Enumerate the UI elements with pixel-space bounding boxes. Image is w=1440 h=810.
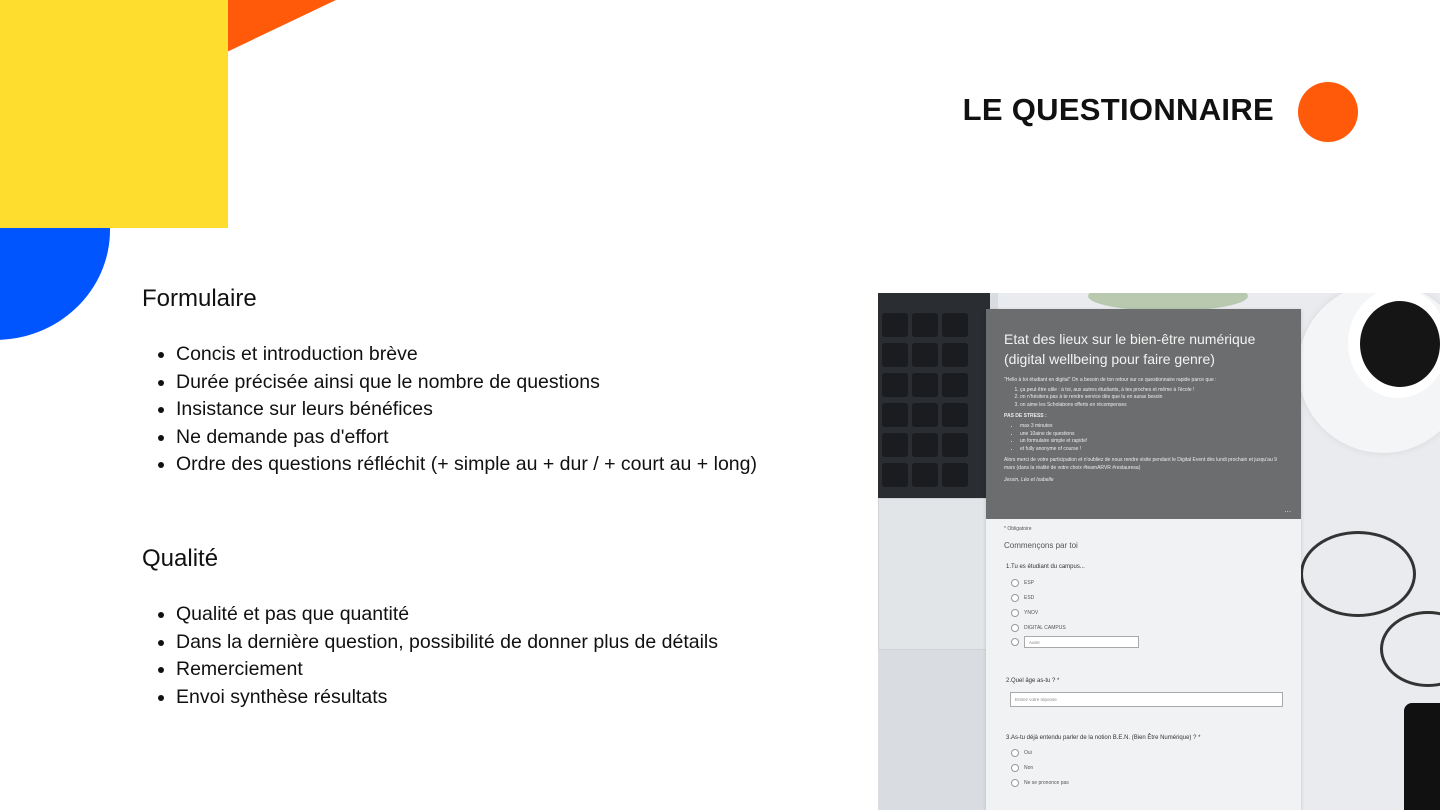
radio-icon bbox=[1011, 594, 1019, 602]
form-signature: Jessin, Léo et Isabelle bbox=[1004, 476, 1054, 483]
radio-icon bbox=[1011, 609, 1019, 617]
form-title: Etat des lieux sur le bien-être numérique (digital wellbeing pour faire genre) bbox=[1004, 331, 1256, 367]
option-label: Oui bbox=[1024, 750, 1032, 756]
laptop-illustration bbox=[878, 293, 998, 810]
title-orange-dot bbox=[1298, 82, 1358, 142]
option-label: DIGITAL CAMPUS bbox=[1024, 625, 1066, 631]
question-2-label: 2.Quel âge as-tu ? * bbox=[1006, 678, 1060, 684]
radio-icon bbox=[1011, 779, 1019, 787]
form-intro bbox=[1004, 377, 1289, 486]
option-label: Ne se prononce pas bbox=[1024, 780, 1069, 786]
q2-answer-input[interactable]: Entrez votre réponse bbox=[1010, 692, 1283, 707]
keyboard-illustration bbox=[878, 293, 990, 513]
coffee-illustration bbox=[1360, 301, 1440, 387]
q1-option-ynov[interactable] bbox=[1011, 609, 1038, 617]
survey-form bbox=[986, 309, 1301, 810]
list-item: • Envoi synthèse résultats bbox=[176, 684, 718, 712]
list-item: • Dans la dernière question, possibilité de donner plus de détails bbox=[176, 629, 718, 657]
radio-icon bbox=[1011, 638, 1019, 646]
section-label: Commençons par toi bbox=[1004, 541, 1078, 550]
section-heading-formulaire: Formulaire bbox=[142, 285, 257, 312]
slide-title: LE QUESTIONNAIRE bbox=[962, 92, 1274, 127]
phone-illustration bbox=[1404, 703, 1440, 810]
option-label: ESP bbox=[1024, 580, 1035, 586]
option-label: ESD bbox=[1024, 595, 1035, 601]
question-3-label: 3.As-tu déjà entendu parler de la notion B.E.N. (Bien Être Numérique) ? * bbox=[1006, 735, 1201, 741]
question-1-label: 1.Tu es étudiant du campus... bbox=[1006, 564, 1085, 570]
bullet-list-qualite bbox=[156, 601, 718, 711]
form-intro-line: "Hello à toi étudiant en digital" On a besoin de ton retour sur ce questionnaire rapide parce que : bbox=[1004, 377, 1217, 383]
list-item: • Concis et introduction brève bbox=[176, 341, 757, 369]
glasses-illustration bbox=[1380, 611, 1440, 687]
list-item: • Ordre des questions réfléchit (+ simple au + dur / + court au + long) bbox=[176, 451, 757, 479]
list-item: 3. on aime les Scholabons offerts en récompenses bbox=[1020, 402, 1289, 410]
option-label: Non bbox=[1024, 765, 1034, 771]
list-item: • Remerciement bbox=[176, 656, 718, 684]
more-options-icon[interactable]: ... bbox=[1284, 505, 1291, 514]
list-item: • une 10aine de questions bbox=[1020, 431, 1289, 439]
bullet-list-formulaire bbox=[156, 341, 757, 479]
q3-option-ne-se-prononce-pas[interactable] bbox=[1011, 779, 1069, 787]
q1-option-digital-campus[interactable] bbox=[1011, 624, 1066, 632]
section-heading-qualite: Qualité bbox=[142, 545, 219, 572]
form-thanks: Alors merci de votre participation et n'oubliez de nous rendre visite pendant le Digital Event dès lundi prochain et jusqu'au 9 mars (dans la réalité de votre choix #teamARVR #restauresa) bbox=[1004, 457, 1277, 471]
radio-icon bbox=[1011, 749, 1019, 757]
decorative-yellow-square bbox=[0, 0, 228, 228]
list-item: • Insistance sur leurs bénéfices bbox=[176, 396, 757, 424]
q1-option-esd[interactable] bbox=[1011, 594, 1034, 602]
list-item: • Qualité et pas que quantité bbox=[176, 601, 718, 629]
list-item: • max 3 minutes bbox=[1020, 423, 1289, 431]
q1-other-input[interactable]: Autre bbox=[1024, 636, 1139, 648]
list-item: • et fully anonyme of course ! bbox=[1020, 446, 1289, 454]
radio-icon bbox=[1011, 764, 1019, 772]
radio-icon bbox=[1011, 624, 1019, 632]
list-item: 1. ça peut être utile : à toi, aux autres étudiants, à tes proches et même à l'école ! bbox=[1020, 387, 1289, 395]
trackpad-illustration bbox=[878, 498, 988, 650]
list-item: 2. on n'hésitera pas à te rendre service dès que tu en auras besoin bbox=[1020, 394, 1289, 402]
q3-option-oui[interactable] bbox=[1011, 749, 1032, 757]
radio-icon bbox=[1011, 579, 1019, 587]
form-header bbox=[986, 309, 1301, 519]
required-note: * Obligatoire bbox=[1004, 526, 1032, 532]
stress-title: PAS DE STRESS : bbox=[1004, 413, 1047, 420]
q3-option-non[interactable] bbox=[1011, 764, 1033, 772]
list-item: • Durée précisée ainsi que le nombre de questions bbox=[176, 369, 757, 397]
option-label: YNOV bbox=[1024, 610, 1039, 616]
list-item: • Ne demande pas d'effort bbox=[176, 424, 757, 452]
glasses-illustration bbox=[1300, 531, 1416, 617]
q1-option-other[interactable] bbox=[1011, 636, 1139, 648]
q1-option-esp[interactable] bbox=[1011, 579, 1034, 587]
list-item: • un formulaire simple et rapide! bbox=[1020, 438, 1289, 446]
